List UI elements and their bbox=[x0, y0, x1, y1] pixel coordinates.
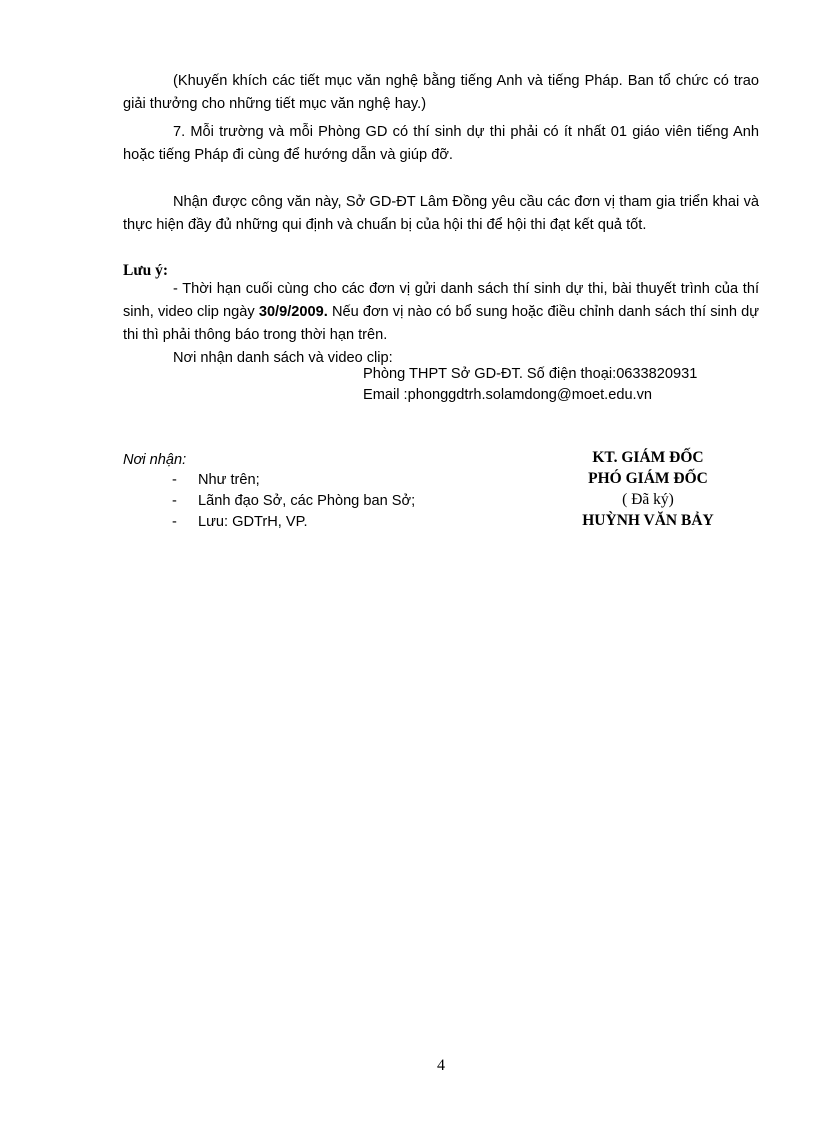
recipients-list bbox=[172, 470, 415, 533]
item-7-text: 7. Mỗi trường và mỗi Phòng GD có thí sinh dự thi phải có ít nhất 01 giáo viên tiếng Anh hoặc tiếng Pháp đi cùng để hướng dẫn và giúp đỡ. bbox=[123, 124, 759, 163]
email-line: Email :phonggdtrh.solamdong@moet.edu.vn bbox=[363, 387, 653, 403]
deadline-text bbox=[123, 278, 759, 347]
deadline-paragraph bbox=[123, 278, 759, 370]
signed-note: ( Đã ký) bbox=[622, 491, 674, 508]
list-dash: - bbox=[172, 472, 177, 488]
recipient-text: Lãnh đạo Sở, các Phòng ban Sở; bbox=[198, 493, 416, 509]
page-number: 4 bbox=[437, 1057, 445, 1074]
deadline-before-text: - Thời hạn cuối cùng cho các đơn vị gửi danh sách thí sinh dự thi, bài thuyết trình của thí sinh, video clip ngày bbox=[123, 281, 759, 320]
list-dash: - bbox=[172, 514, 177, 530]
signature-block bbox=[548, 447, 748, 531]
list-dash: - bbox=[172, 493, 177, 509]
recipient-item bbox=[172, 470, 415, 491]
closing-paragraph bbox=[123, 191, 759, 237]
receiver-intro: Nơi nhận danh sách và video clip: bbox=[173, 350, 393, 366]
deadline-after-text: Nếu đơn vị nào có bổ sung hoặc điều chỉnh danh sách thí sinh dự thi thì phải thông báo trong thời hạn trên. bbox=[123, 304, 759, 343]
signer-name: HUỲNH VĂN BẢY bbox=[582, 512, 714, 529]
recipients-title: Nơi nhận: bbox=[123, 452, 187, 468]
note-heading: Lưu ý: bbox=[123, 262, 169, 279]
signature-title-line1: KT. GIÁM ĐỐC bbox=[592, 449, 704, 466]
item-7-paragraph bbox=[123, 121, 759, 167]
encouragement-text: (Khuyến khích các tiết mục văn nghệ bằng tiếng Anh và tiếng Pháp. Ban tổ chức có trao giải thưởng cho những tiết mục văn nghệ hay.) bbox=[123, 73, 759, 112]
recipient-text: Như trên; bbox=[198, 472, 260, 488]
recipient-text: Lưu: GDTrH, VP. bbox=[198, 514, 308, 530]
recipient-item bbox=[172, 491, 415, 512]
recipient-item bbox=[172, 512, 415, 533]
encouragement-paragraph bbox=[123, 70, 759, 116]
closing-text: Nhận được công văn này, Sở GD-ĐT Lâm Đồng yêu cầu các đơn vị tham gia triển khai và thực hiện đầy đủ những qui định và chuẩn bị của hội thi để hội thi đạt kết quả tốt. bbox=[123, 194, 759, 233]
signature-title-line2: PHÓ GIÁM ĐỐC bbox=[588, 470, 708, 487]
office-phone-line: Phòng THPT Sở GD-ĐT. Số điện thoại:0633820931 bbox=[363, 366, 698, 382]
deadline-date: 30/9/2009. bbox=[258, 304, 328, 320]
